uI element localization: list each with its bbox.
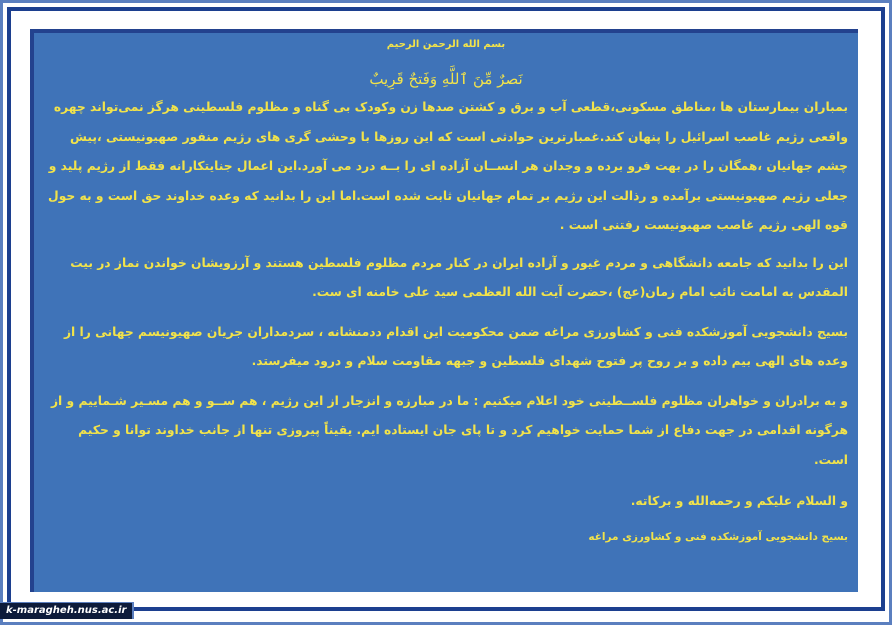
quran-verse: نَصرٌ مِّنَ ٱللَّهِ وَفَتحٌ قَرِیبٌ — [369, 70, 523, 88]
bismillah-heading: بسم الله الرحمن الرحیم — [386, 39, 506, 50]
paragraph-3: بسیج دانشجویی آموزشکده فنی و کشاورزی مراغه ضمن محکومیت این اقدام ددمنشانه ، سردمداران جریان صهیونیسم جهانی را از وعده های الهی بیم داده و بر روح پر فتوح شهدای فلسطین و جبهه مقاومت سلام و درود میفرستد. — [63, 324, 848, 368]
closing-salutation: و السلام علیکم و رحمه‌الله و برکاته. — [630, 494, 848, 508]
site-url-link[interactable]: k-maragheh.nus.ac.ir — [0, 602, 134, 619]
statement-content — [44, 33, 848, 543]
paragraph-1: بمباران بیمارستان ها ،مناطق مسکونی،قطعی آب و برق و کشتن صدها زن وکودک بی گناه و مظلوم فلسطینی هرگز نمی‌تواند چهره واقعی رژیم غاصب اسرائیل را پنهان کند.غمبارترین حوادثی است که این روزها با وحشی گری های رژیم منفور صهیونیستی ،پیش چشم جهانیان ،همگان را در بهت فرو برده و وجدان هر انســان آزاده ای را بــه درد می آورد.این اعمال جنایتکارانه فقط از رژیم پلید و جعلی رژیم صهیونیستی برآمده و رذالت این رژیم بر تمام جهانیان ثابت شده است.اما این را بدانید که وعده خداوند حق است و به حول قوه الهی رژیم غاصب صهیونیست رفتنی است . — [48, 100, 848, 232]
paragraph-2: این را بدانید که جامعه دانشگاهی و مردم غیور و آزاده ایران در کنار مردم مظلوم فلسطین هستند و آرزویشان خواندن نماز در بیت المقدس به امامت نائب امام زمان(عج) ،حضرت آیت الله العظمی سید علی خامنه ای ست. — [70, 255, 848, 299]
signature: بسیج دانشجویی آموزشکده فنی و کشاورزی مراغه — [588, 530, 848, 543]
statement-panel — [30, 29, 858, 592]
paragraph-4: و به برادران و خواهران مظلوم فلســطینی خود اعلام میکنیم : ما در مبارزه و انزجار از این رژیم ، هم ســو و هم مسـیر شـماییم و از هرگونه اقدامی در جهت دفاع از شما حمایت خواهیم کرد و تا پای جان ایستاده ایم. یقیناً پیروزی تنها از جانب خداوند توانا و حکیم است. — [50, 393, 848, 467]
